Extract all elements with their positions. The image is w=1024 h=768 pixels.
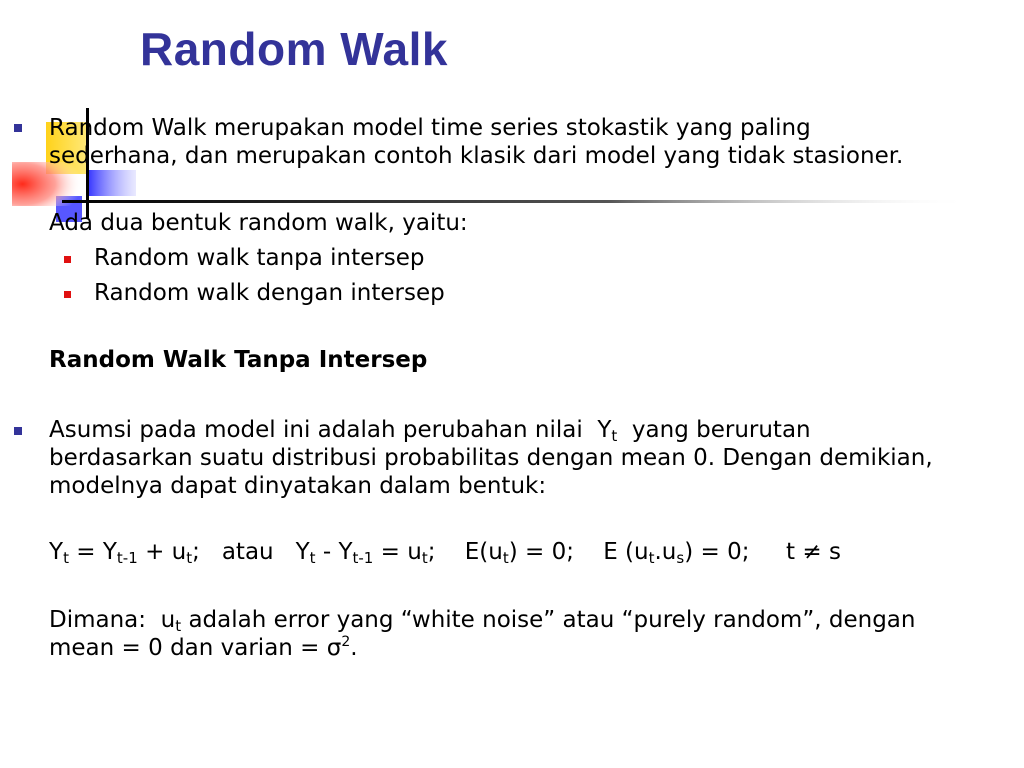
bullet2-line3: modelnya dapat dinyatakan dalam bentuk: — [49, 473, 547, 499]
dimana-line1: Dimana: $u_t$ adalah error yang “white noise” atau “purely random”, dengan — [49, 607, 916, 635]
slide-title: Random Walk — [140, 23, 448, 75]
bullet-square-icon — [14, 124, 22, 132]
type-item-1: Random walk tanpa intersep — [94, 245, 425, 271]
bullet2-line1: Asumsi pada model ini adalah perubahan nilai $Y_t$ yang berurutan — [49, 417, 811, 445]
sub-bullet-icon — [64, 291, 71, 298]
bullet1-line1: Random Walk merupakan model time series stokastik yang paling — [49, 115, 811, 141]
types-intro: Ada dua bentuk random walk, yaitu: — [49, 210, 468, 236]
equation-line: $Y_t = Y_{t-1} + u_t$; atau $Y_t - Y_{t-1} = u_t$; $E(u_t) = 0$; E $(u_t.u_s) = 0$; t ≠ s — [49, 539, 841, 567]
sub-bullet-icon — [64, 256, 71, 263]
type-item-2: Random walk dengan intersep — [94, 280, 445, 306]
dimana-line2: mean = 0 dan varian = $\sigma^2$. — [49, 634, 358, 661]
bullet-square-icon — [14, 427, 22, 435]
section-heading: Random Walk Tanpa Intersep — [49, 347, 428, 373]
bullet2-line2: berdasarkan suatu distribusi probabilitas dengan mean 0. Dengan demikian, — [49, 445, 933, 471]
bullet1-line2: sederhana, dan merupakan contoh klasik dari model yang tidak stasioner. — [49, 143, 904, 169]
